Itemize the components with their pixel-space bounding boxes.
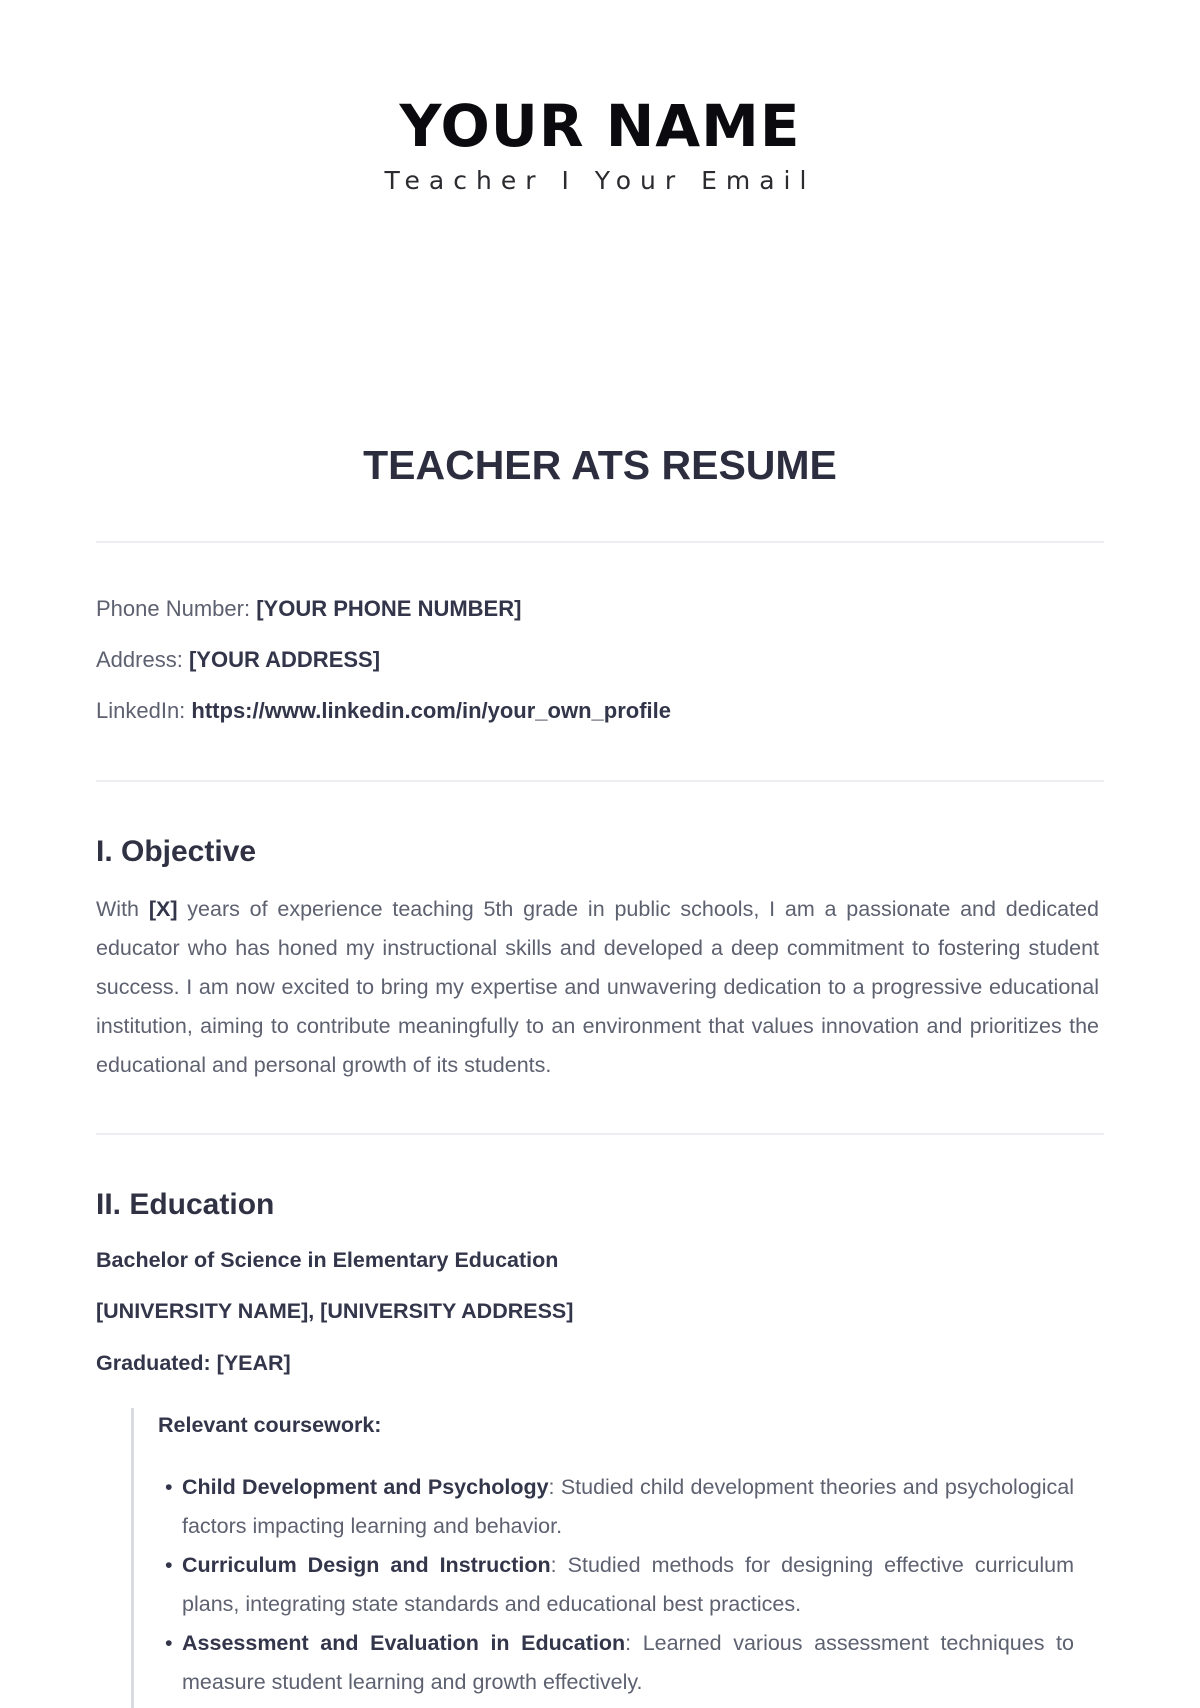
degree: Bachelor of Science in Elementary Education [96, 1248, 559, 1272]
university: [UNIVERSITY NAME], [UNIVERSITY ADDRESS] [96, 1299, 574, 1323]
education-heading: II. Education [96, 1188, 275, 1221]
contact-linkedin [96, 698, 671, 724]
list-item [158, 1624, 1074, 1702]
objective-heading: I. Objective [96, 835, 257, 868]
divider [96, 541, 1104, 543]
phone-label: Phone Number: [96, 596, 251, 621]
document-title: TEACHER ATS RESUME [363, 442, 837, 488]
linkedin-label: LinkedIn: [96, 698, 186, 723]
course-name: Assessment and Evaluation in Education [182, 1631, 626, 1655]
address-label: Address: [96, 647, 183, 672]
coursework-list [158, 1468, 1074, 1702]
course-description: : Studied child development theories and psychological factors impacting learning and behavior. [182, 1475, 1074, 1538]
divider [96, 780, 1104, 782]
phone-value: [YOUR PHONE NUMBER] [256, 596, 522, 621]
objective-text-rest: years of experience teaching 5th grade in public schools, I am a passionate and dedicated educator who has honed my instructional skills and developed a deep commitment to fostering student success. I am now excited to bring my expertise and unwavering dedication to a progressive educational institution, aiming to contribute meaningfully to an environment that values innovation and prioritizes the educational and personal growth of its students. [96, 897, 1099, 1077]
bullet-icon: • [165, 1475, 173, 1499]
course-description: : Studied methods for designing effective curriculum plans, integrating state standards and educational best practices. [182, 1553, 1074, 1616]
divider [96, 1133, 1104, 1135]
course-name: Child Development and Psychology [182, 1475, 549, 1499]
course-name: Curriculum Design and Instruction [182, 1553, 551, 1577]
list-item [158, 1468, 1074, 1546]
graduation-year: Graduated: [YEAR] [96, 1351, 291, 1375]
bullet-icon: • [165, 1553, 173, 1577]
contact-address [96, 647, 380, 673]
bullet-icon: • [165, 1631, 173, 1655]
objective-text [96, 890, 1099, 1085]
resume-subtitle: Teacher I Your Email [384, 166, 816, 195]
resume-name: YOUR NAME [399, 92, 801, 160]
coursework-quote-bar [131, 1408, 134, 1708]
years-placeholder: [X] [148, 897, 178, 921]
coursework-heading: Relevant coursework: [158, 1413, 382, 1437]
list-item [158, 1546, 1074, 1624]
objective-text-start: With [96, 897, 149, 921]
course-description: : Learned various assessment techniques to measure student learning and growth effectively. [182, 1631, 1074, 1694]
linkedin-link[interactable]: https://www.linkedin.com/in/your_own_profile [191, 698, 671, 723]
address-value: [YOUR ADDRESS] [188, 647, 381, 672]
contact-phone [96, 596, 521, 622]
